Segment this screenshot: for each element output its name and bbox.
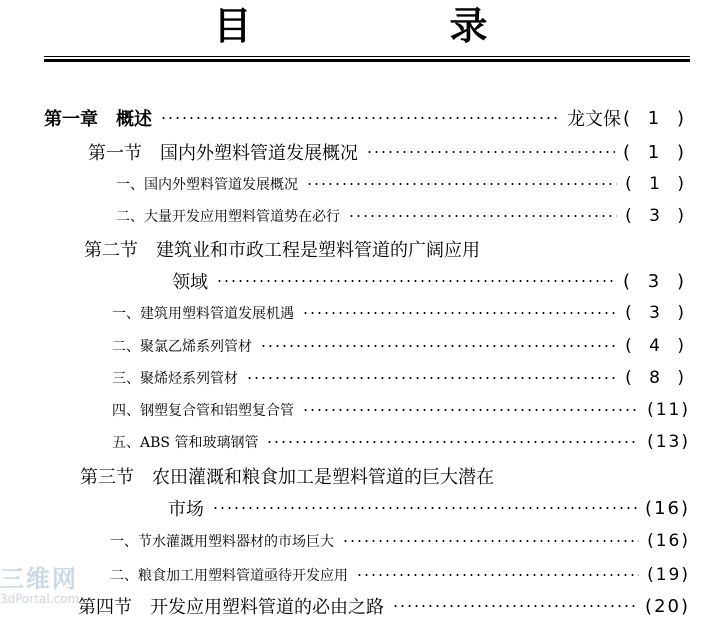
leader-dots xyxy=(212,507,637,509)
toc-entry-text: 五、ABS 管和玻璃钢管 xyxy=(112,435,259,451)
toc-entry-sub-2-3[interactable] xyxy=(112,366,690,390)
toc-entry-page: ( 3 ) xyxy=(623,270,690,292)
leader-dots xyxy=(356,574,639,576)
leader-dots xyxy=(260,345,617,347)
toc-entry-page: ( 3 ) xyxy=(625,206,690,226)
toc-entry-text: 第一章 概述 xyxy=(44,109,152,130)
toc-entry-text: 一、国内外塑料管道发展概况 xyxy=(116,177,298,193)
toc-entry-sub-2-5[interactable] xyxy=(112,430,690,454)
leader-dots xyxy=(392,605,637,607)
leader-dots xyxy=(366,151,615,153)
toc-entry-page: (16) xyxy=(647,531,690,551)
toc-entry-text: 三、聚烯烃系列管材 xyxy=(112,371,238,387)
toc-entry-text: 二、粮食加工用塑料管道亟待开发应用 xyxy=(110,568,348,584)
toc-entry-page: (20) xyxy=(645,595,690,617)
title-rule-thick xyxy=(44,59,690,62)
toc-entry-page: ( 4 ) xyxy=(625,336,690,356)
watermark-logo-text: 三维网 xyxy=(0,565,78,593)
toc-entry-sub-2-4[interactable] xyxy=(112,398,690,422)
title-rule-thin xyxy=(44,56,690,57)
toc-entry-page: ( 1 ) xyxy=(625,174,690,194)
toc-entry-page: ( 3 ) xyxy=(625,303,690,323)
toc-entry-text: 四、钢塑复合管和铝塑复合管 xyxy=(112,403,294,419)
toc-entry-page: ( 8 ) xyxy=(625,368,690,388)
toc-entry-text: 一、节水灌溉用塑料器材的市场巨大 xyxy=(110,534,334,550)
toc-entry-section-3-line-1[interactable]: 第三节 农田灌溉和粮食加工是塑料管道的巨大潜在 xyxy=(80,467,494,488)
toc-entry-section-4[interactable] xyxy=(78,594,690,618)
toc-entry-page: (16) xyxy=(645,497,690,519)
leader-dots xyxy=(160,117,559,119)
toc-entry-author: 龙文保 xyxy=(567,109,622,130)
toc-entry-sub-2-2[interactable] xyxy=(112,334,690,358)
toc-entry-page: (19) xyxy=(647,565,690,585)
toc-entry-chapter-1[interactable] xyxy=(44,106,690,130)
toc-entry-text: 二、聚氯乙烯系列管材 xyxy=(112,339,252,355)
leader-dots xyxy=(246,377,617,379)
toc-entry-page: (13) xyxy=(647,432,690,452)
toc-entry-text: 第四节 开发应用塑料管道的必由之路 xyxy=(78,597,384,618)
leader-dots xyxy=(348,215,617,217)
leader-dots xyxy=(216,280,615,282)
toc-entry-text: 第一节 国内外塑料管道发展概况 xyxy=(88,143,358,164)
toc-entry-text: 市场 xyxy=(168,499,204,520)
toc-entry-page: (11) xyxy=(647,400,690,420)
page-title: 目 录 xyxy=(213,4,568,48)
toc-entry-sub-1-2[interactable] xyxy=(116,204,690,228)
toc-entry-page: ( 1 ) xyxy=(623,107,690,129)
toc-entry-text: 一、建筑用塑料管道发展机遇 xyxy=(112,306,294,322)
toc-entry-section-3-line-2[interactable] xyxy=(168,496,690,520)
leader-dots xyxy=(266,441,639,443)
watermark-logo-url: 3dPortal.com xyxy=(0,592,80,606)
toc-entry-section-2-line-2[interactable] xyxy=(172,269,690,293)
watermark-logo xyxy=(0,566,100,618)
toc-entry-sub-2-1[interactable] xyxy=(112,301,690,325)
leader-dots xyxy=(302,409,639,411)
toc-entry-section-1[interactable] xyxy=(88,140,690,164)
toc-entry-sub-1-1[interactable] xyxy=(116,172,690,196)
toc-entry-sub-3-2[interactable] xyxy=(110,563,690,587)
toc-entry-text: 领域 xyxy=(172,272,208,293)
leader-dots xyxy=(306,183,617,185)
toc-entry-page: ( 1 ) xyxy=(623,141,690,163)
leader-dots xyxy=(342,540,639,542)
toc-entry-section-2-line-1[interactable]: 第二节 建筑业和市政工程是塑料管道的广阔应用 xyxy=(84,240,480,261)
toc-entry-sub-3-1[interactable] xyxy=(110,529,690,553)
leader-dots xyxy=(302,312,617,314)
toc-entry-text: 二、大量开发应用塑料管道势在必行 xyxy=(116,209,340,225)
